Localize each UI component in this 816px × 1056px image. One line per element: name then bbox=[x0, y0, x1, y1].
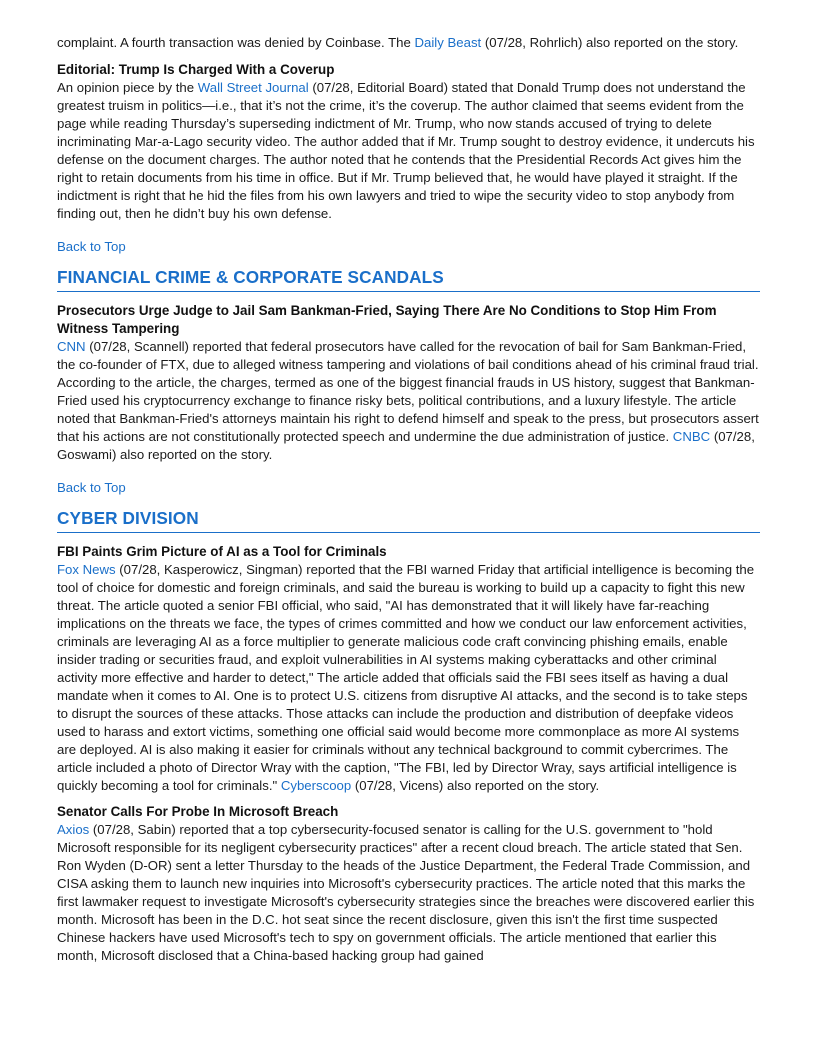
fbi-ai-article-body bbox=[57, 561, 760, 795]
intro-text-after: (07/28, Rohrlich) also reported on the story. bbox=[481, 35, 739, 50]
bankman-fried-article-body bbox=[57, 338, 760, 464]
wall-street-journal-link[interactable]: Wall Street Journal bbox=[197, 80, 309, 95]
editorial-body bbox=[57, 79, 760, 223]
intro-text: complaint. A fourth transaction was denied by Coinbase. The bbox=[57, 35, 415, 50]
fbi-ai-text-after: (07/28, Vicens) also reported on the story. bbox=[351, 778, 600, 793]
microsoft-breach-text: (07/28, Sabin) reported that a top cybersecurity-focused senator is calling for the U.S. government to "hold Microsoft responsible for its negligent cybersecurity practices" after a recent cloud breach. The article stated that Sen. Ron Wyden (D-OR) sent a letter Thursday to the heads of the Justice Department, the Federal Trade Commission, and CISA asking them to launch new inquiries into Microsoft's cybersecurity practices. The article noted that this marks the first lawmaker request to investigate Microsoft's cybersecurity strategies since the breaches were discovered earlier this month. Microsoft has been in the D.C. hot seat since the recent disclosure, given this isn't the first time suspected Chinese hackers have used Microsoft's tech to spy on government officials. The article mentioned that earlier this month, Microsoft disclosed that a China-based hacking group had gained bbox=[57, 822, 755, 963]
section-heading-cyber-division: CYBER DIVISION bbox=[57, 506, 760, 533]
fbi-ai-article-title: FBI Paints Grim Picture of AI as a Tool for Criminals bbox=[57, 544, 387, 559]
daily-beast-link[interactable]: Daily Beast bbox=[414, 35, 482, 50]
microsoft-breach-article-body bbox=[57, 821, 760, 965]
editorial-text-after: (07/28, Editorial Board) stated that Donald Trump does not understand the greatest truism in politics—i.e., that it’s not the crime, it’s the coverup. The author claimed that seems evident from the page while reading Thursday’s superseding indictment of Mr. Trump, who now stands accused of trying to delete incriminating Mar-a-Lago security video. The author added that if Mr. Trump sought to destroy evidence, it undercuts his defense on the document charges. The author noted that he contends that the Presidential Records Act gives him the right to retain documents from his time in office. But if Mr. Trump believed that, he would have played it straight. If the indictment is right that he hid the files from his own lawyers and tried to wipe the security video to stop anybody from finding out, then he didn’t buy his own defense. bbox=[57, 80, 755, 221]
intro-paragraph bbox=[57, 34, 760, 52]
editorial-text: An opinion piece by the bbox=[57, 80, 198, 95]
editorial-title: Editorial: Trump Is Charged With a Coverup bbox=[57, 62, 335, 77]
back-to-top-link[interactable]: Back to Top bbox=[57, 239, 126, 254]
axios-link[interactable]: Axios bbox=[57, 822, 90, 837]
section-heading-financial-crime: FINANCIAL CRIME & CORPORATE SCANDALS bbox=[57, 265, 760, 292]
cnn-link[interactable]: CNN bbox=[57, 339, 86, 354]
document-page bbox=[57, 34, 760, 973]
back-to-top-link[interactable]: Back to Top bbox=[57, 480, 126, 495]
microsoft-breach-article-title: Senator Calls For Probe In Microsoft Breach bbox=[57, 804, 339, 819]
bankman-fried-text-after: (07/28, Goswami) also reported on the story. bbox=[57, 429, 755, 462]
cnbc-link[interactable]: CNBC bbox=[672, 429, 711, 444]
fox-news-link[interactable]: Fox News bbox=[57, 562, 116, 577]
bankman-fried-article-title: Prosecutors Urge Judge to Jail Sam Bankman-Fried, Saying There Are No Conditions to Stop Him From Witness Tampering bbox=[57, 303, 717, 336]
bankman-fried-text: (07/28, Scannell) reported that federal prosecutors have called for the revocation of bail for Sam Bankman-Fried, the co-founder of FTX, due to alleged witness tampering and violations of bail conditions ahead of his criminal fraud trial. According to the article, the charges, termed as one of the biggest financial frauds in US history, suggest that Bankman-Fried used his cryptocurrency exchange to finance risky bets, political contributions, and a luxury lifestyle. The article noted that Bankman-Fried's attorneys maintain his right to defend himself and speak to the press, but prosecutors assert that his actions are not constitutionally protected speech and undermine the due administration of justice. bbox=[57, 339, 759, 444]
fbi-ai-text: (07/28, Kasperowicz, Singman) reported that the FBI warned Friday that artificial intelligence is becoming the tool of choice for domestic and foreign criminals, and said the bureau is working to build up a capacity to fight this new threat. The article quoted a senior FBI official, who said, "AI has demonstrated that it will likely have far-reaching implications on the threats we face, the types of crimes committed and how we conduct our law enforcement activities, criminals are leveraging AI as a force multiplier to generate malicious code craft convincing phishing emails, enable insider trading or securities fraud, and exploit vulnerabilities in AI systems making cyberattacks and other criminal activity more effective and harder to detect," The article added that officials said the FBI sees itself as having a dual mandate when it comes to AI. One is to protect U.S. citizens from disruptive AI attacks, and the second is to take steps to disrupt the sources of these attacks. Those attacks can include the production and distribution of deepfake videos used to harass and extort victims, something one official said would become more commonplace as more AI systems are deployed. AI is also making it easier for criminals without any technical background to commit cybercrimes. The article included a photo of Director Wray with the caption, "The FBI, led by Director Wray, says artificial intelligence is quickly becoming a tool for criminals." bbox=[57, 562, 755, 793]
cyberscoop-link[interactable]: Cyberscoop bbox=[280, 778, 352, 793]
